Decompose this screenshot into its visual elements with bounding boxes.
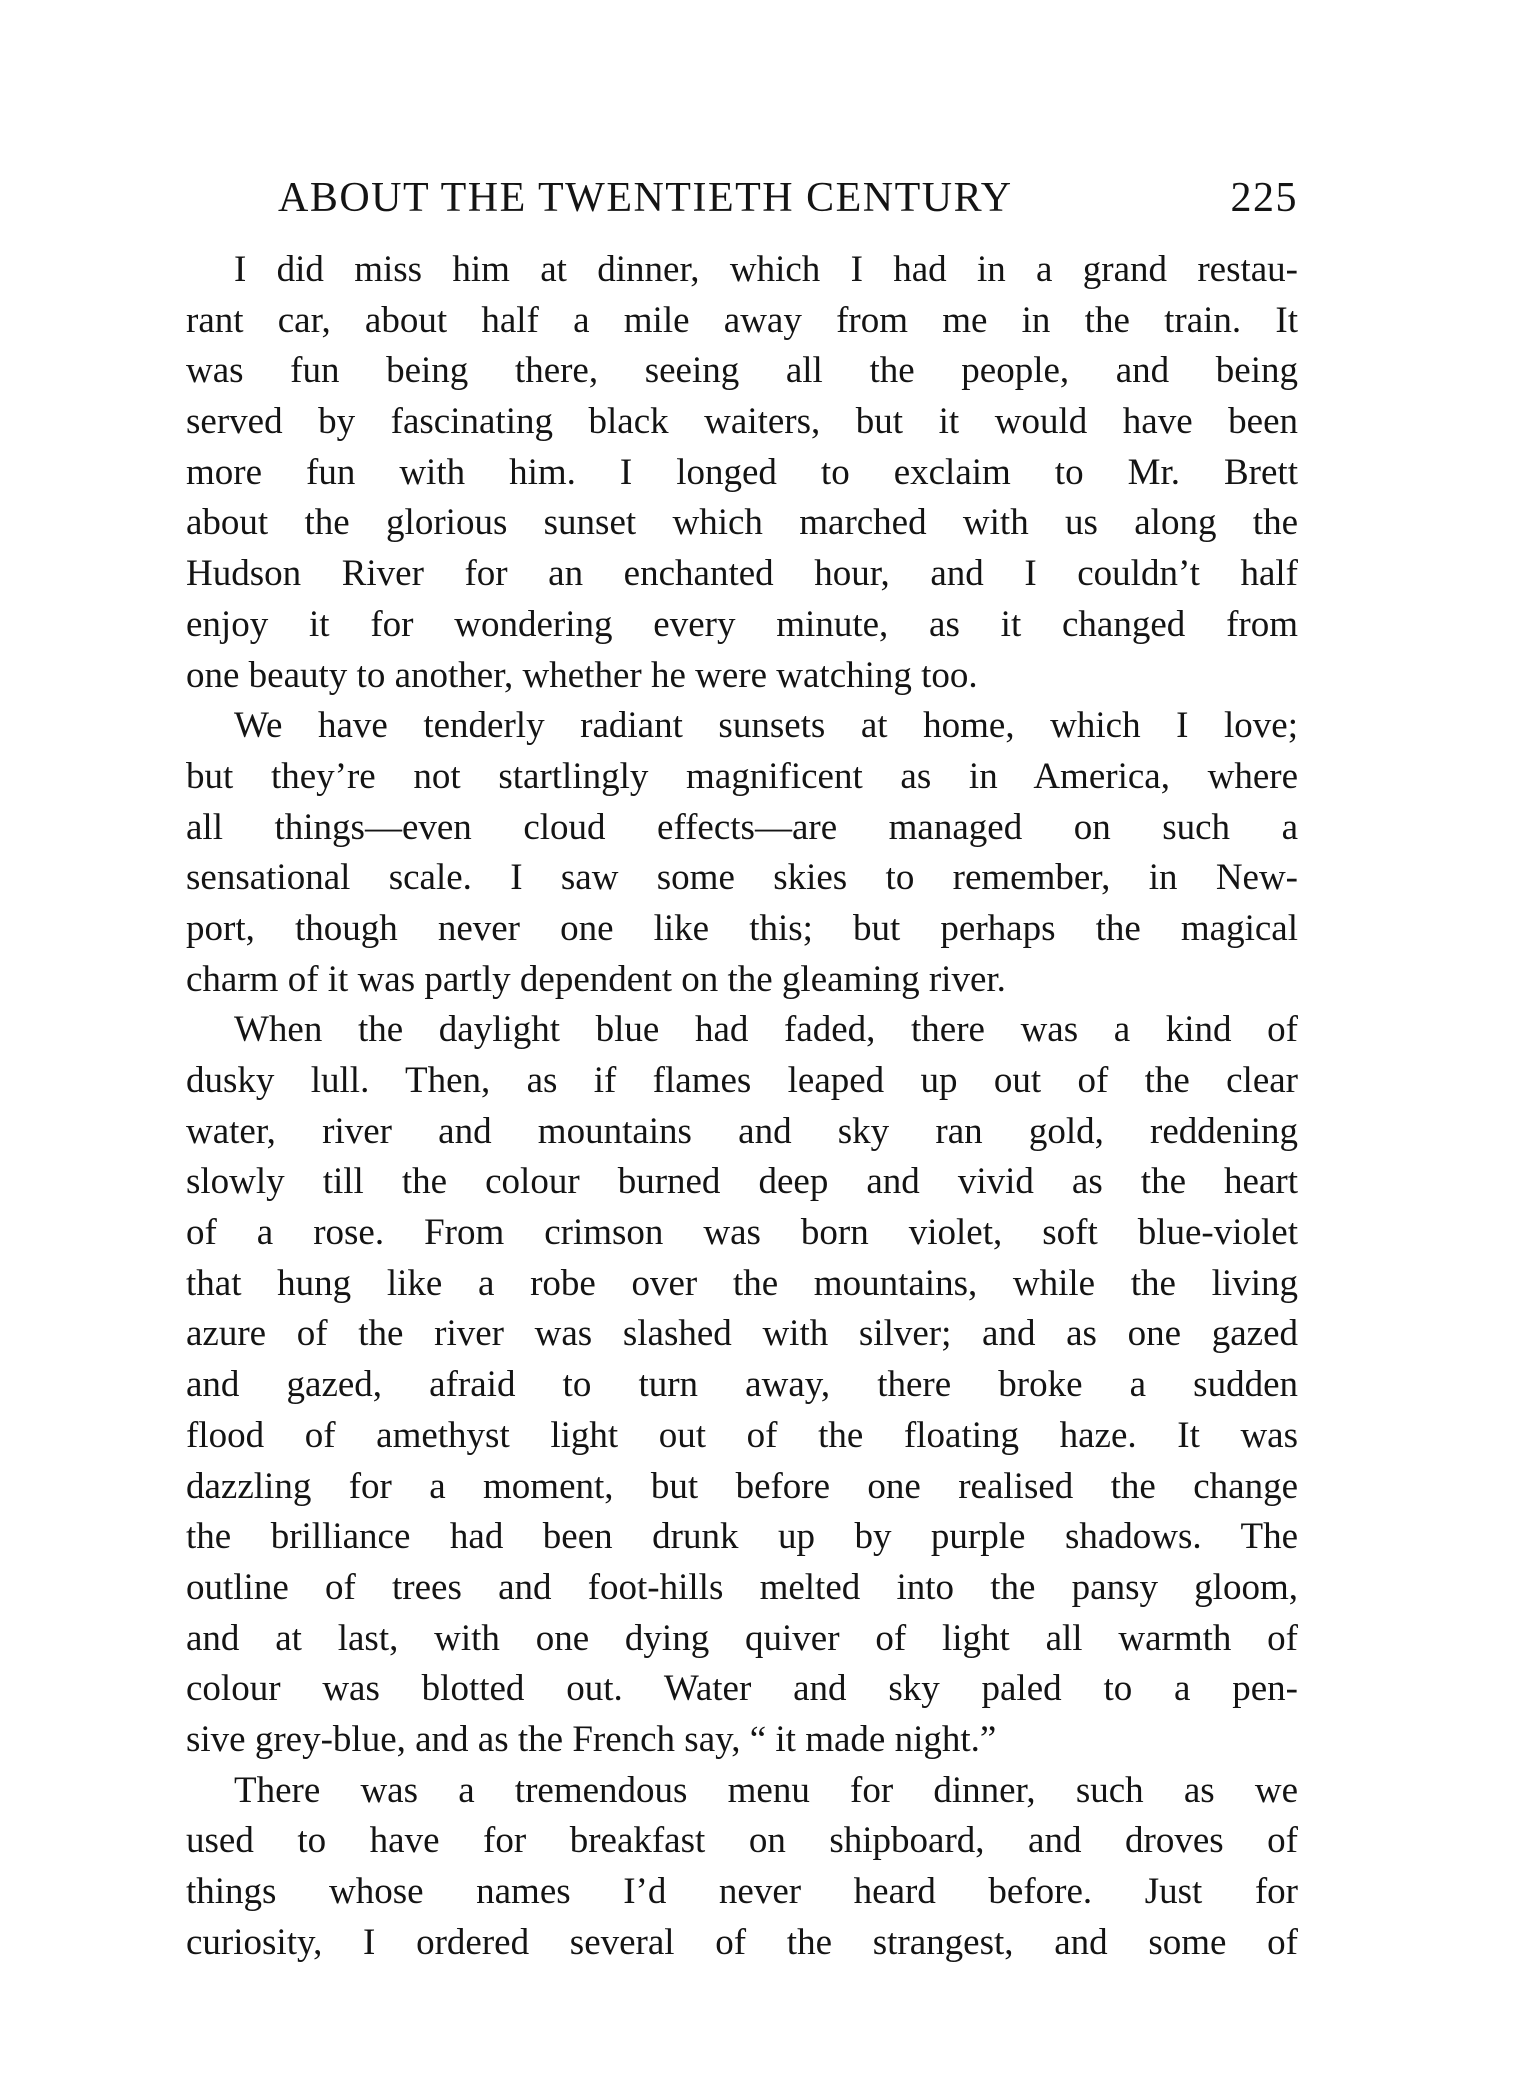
text-line: enjoy it for wondering every minute, as it changed from bbox=[186, 603, 1298, 645]
running-header bbox=[278, 168, 1298, 228]
text-line: outline of trees and foot-hills melted into the pansy gloom, bbox=[186, 1566, 1298, 1608]
text-line: azure of the river was slashed with silver; and as one gazed bbox=[186, 1313, 1298, 1355]
text-line: There was a tremendous menu for dinner, such as we bbox=[234, 1769, 1298, 1811]
page-number: 225 bbox=[1230, 175, 1298, 221]
text-line: port, though never one like this; but perhaps the magical bbox=[186, 907, 1298, 949]
text-line: and at last, with one dying quiver of light all warmth of bbox=[186, 1617, 1298, 1659]
text-line: and gazed, afraid to turn away, there broke a sudden bbox=[186, 1364, 1298, 1406]
text-line: Hudson River for an enchanted hour, and I couldn’t half bbox=[186, 553, 1298, 595]
text-line: used to have for breakfast on shipboard, and droves of bbox=[186, 1820, 1298, 1862]
running-title: ABOUT THE TWENTIETH CENTURY bbox=[278, 175, 1013, 221]
text-line: sensational scale. I saw some skies to remember, in New- bbox=[186, 857, 1298, 899]
text-line: I did miss him at dinner, which I had in a grand restau- bbox=[234, 249, 1298, 290]
text-line: charm of it was partly dependent on the gleaming river. bbox=[186, 958, 1006, 1000]
body-text bbox=[186, 245, 1298, 1968]
text-line: colour was blotted out. Water and sky paled to a pen- bbox=[186, 1668, 1298, 1710]
text-line: We have tenderly radiant sunsets at home, which I love; bbox=[234, 705, 1298, 747]
text-line: rant car, about half a mile away from me in the train. It bbox=[186, 299, 1298, 341]
text-line: the brilliance had been drunk up by purple shadows. The bbox=[186, 1516, 1298, 1558]
text-line: one beauty to another, whether he were watching too. bbox=[186, 654, 978, 696]
text-line: dusky lull. Then, as if flames leaped up out of the clear bbox=[186, 1060, 1298, 1101]
text-line: water, river and mountains and sky ran gold, reddening bbox=[186, 1110, 1298, 1152]
text-line: was fun being there, seeing all the people, and being bbox=[186, 350, 1298, 392]
text-line: all things—even cloud effects—are managed on such a bbox=[186, 806, 1298, 848]
text-line: of a rose. From crimson was born violet, soft blue-violet bbox=[186, 1212, 1298, 1254]
text-line: served by fascinating black waiters, but it would have been bbox=[186, 401, 1298, 443]
text-line: flood of amethyst light out of the floating haze. It was bbox=[186, 1414, 1298, 1456]
text-line: dazzling for a moment, but before one realised the change bbox=[186, 1465, 1298, 1507]
text-line: about the glorious sunset which marched with us along the bbox=[186, 502, 1298, 544]
text-line: slowly till the colour burned deep and vivid as the heart bbox=[186, 1161, 1298, 1203]
text-line: sive grey-blue, and as the French say, “ it made night.” bbox=[186, 1718, 997, 1760]
text-line: but they’re not startlingly magnificent as in America, where bbox=[186, 755, 1298, 797]
text-line: curiosity, I ordered several of the strangest, and some of bbox=[186, 1921, 1298, 1963]
text-line: When the daylight blue had faded, there was a kind of bbox=[234, 1009, 1298, 1051]
text-line: things whose names I’d never heard before. Just for bbox=[186, 1871, 1298, 1912]
text-line: more fun with him. I longed to exclaim to Mr. Brett bbox=[186, 451, 1298, 493]
text-line: that hung like a robe over the mountains, while the living bbox=[186, 1262, 1298, 1304]
